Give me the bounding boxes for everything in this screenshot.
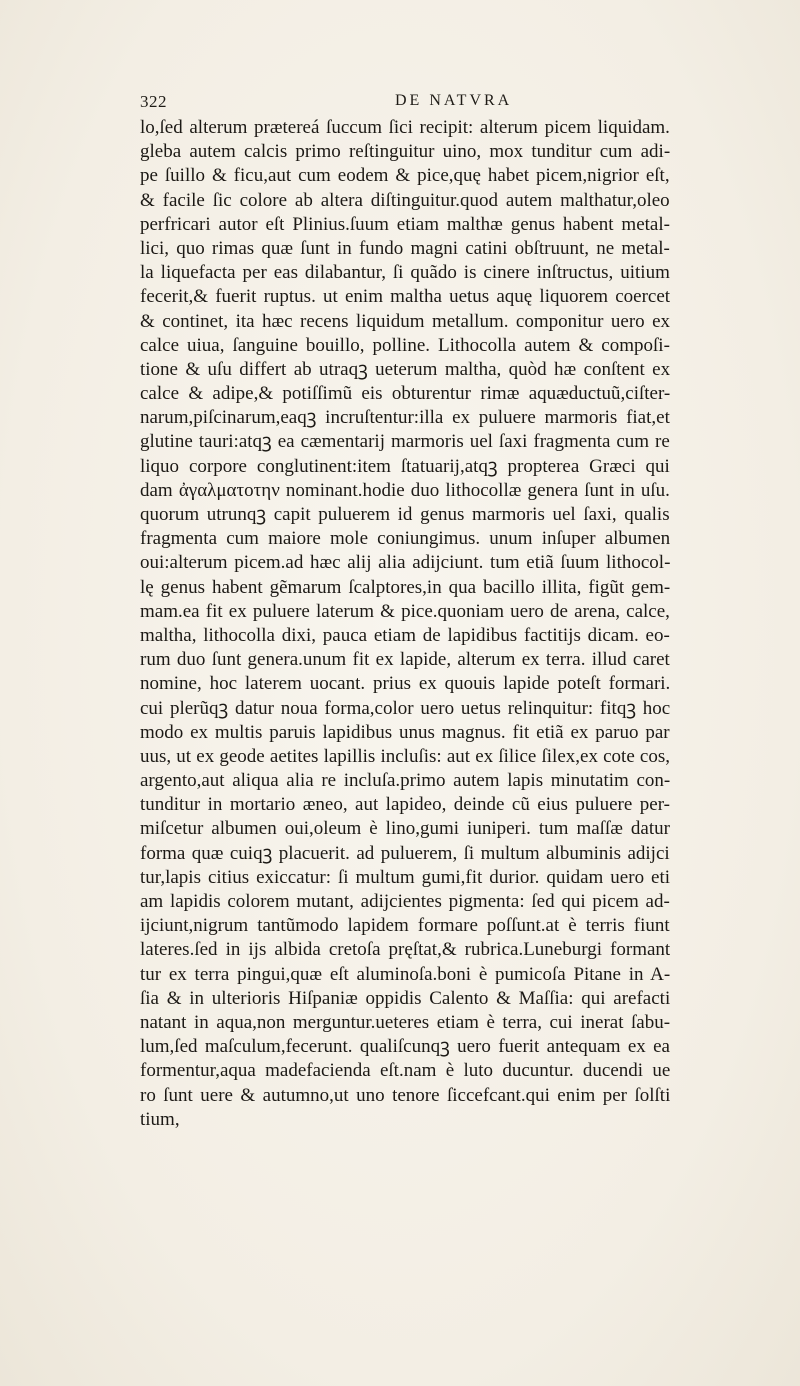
text-line: modo ex multis paruis lapidibus unus magnus. fit etiã ex paruo par bbox=[140, 721, 670, 743]
text-line: maltha, lithocolla dixi, pauca etiam de lapidibus factitijs dicam. eo- bbox=[140, 624, 670, 646]
catchword bbox=[140, 1132, 670, 1156]
text-line: & continet, ita hæc recens liquidum metallum. componitur uero ex bbox=[140, 310, 670, 332]
text-line: rum duo ſunt genera.unum fit ex lapide, alterum ex terra. illud caret bbox=[140, 649, 670, 671]
text-line: glutine tauri:atqꝫ ea cæmentarij marmoris uel ſaxi fragmenta cum re bbox=[140, 431, 670, 453]
text-line: lateres.ſed in ijs albida cretoſa pręſtat,& rubrica.Luneburgi formant bbox=[140, 939, 670, 961]
text-line: lici, quo rimas quæ ſunt in fundo magni catini obſtruunt, ne metal- bbox=[140, 237, 670, 259]
text-line: forma quæ cuiqꝫ placuerit. ad puluerem, ſi multum albuminis adijci bbox=[140, 842, 670, 864]
text-line: liquo corpore conglutinent:item ſtatuarij,atqꝫ propterea Græci qui bbox=[140, 455, 670, 477]
text-line: quorum utrunqꝫ capit puluerem id genus marmoris uel ſaxi, qualis bbox=[140, 504, 670, 525]
text-line: tunditur in mortario æneo, aut lapideo, deinde cũ eius puluere per- bbox=[140, 794, 670, 816]
text-line: miſcetur albumen oui,oleum è lino,gumi iuniperi. tum maſſæ datur bbox=[140, 818, 670, 840]
text-line: calce uiua, ſanguine bouillo, polline. Lithocolla autem & compoſi- bbox=[140, 334, 670, 356]
text-line: formentur,aqua madefacienda eſt.nam è luto ducuntur. ducendi ue bbox=[140, 1060, 670, 1082]
text-line: uus, ut ex geode aetites lapillis incluſis: aut ex ſilice ſilex,ex cote cos, bbox=[140, 745, 670, 767]
text-line: & facile ſic colore ab altera diſtinguitur.quod autem malthatur,oleo bbox=[140, 189, 670, 211]
text-line: tione & uſu differt ab utraqꝫ ueterum maltha, quòd hæ conſtent ex bbox=[140, 358, 670, 380]
text-line: la liquefacta per eas dilabantur, ſi quãdo is cinere inſtructus, uitium bbox=[140, 262, 670, 284]
text-line: fragmenta cum maiore mole coniungimus. unum inſuper albumen bbox=[140, 528, 670, 550]
text-line: nomine, hoc laterem uocant. prius ex quouis lapide poteſt formari. bbox=[140, 673, 670, 695]
text-line: oui:alterum picem.ad hæc alij alia adijciunt. tum etiã ſuum lithocol- bbox=[140, 552, 670, 574]
text-line: cui plerũqꝫ datur noua forma,color uero uetus relinquitur: fitqꝫ hoc bbox=[140, 697, 670, 719]
running-head: DE NATVRA bbox=[395, 92, 513, 109]
text-line: perfricari autor eſt Plinius.ſuum etiam malthæ genus habent metal- bbox=[140, 213, 670, 235]
text-line: lo,ſed alterum prætereá ſuccum ſici recipit: alterum picem liquidam. bbox=[140, 117, 670, 138]
text-line: lum,ſed maſculum,fecerunt. qualiſcunqꝫ uero fuerit antequam ex ea bbox=[140, 1036, 670, 1058]
text-line: tur ex terra pingui,quæ eſt aluminoſa.boni è pumicoſa Pitane in A- bbox=[140, 963, 670, 985]
text-line: ijciunt,nigrum tantũmodo lapidem formare poſſunt.at è terris fiunt bbox=[140, 915, 670, 937]
body-text bbox=[140, 116, 670, 1156]
page-header bbox=[140, 92, 670, 114]
text-line: tur,lapis citius exiccatur: ſi multum gumi,fit durior. quidam uero eti bbox=[140, 866, 670, 888]
text-line: pe ſuillo & ficu,aut cum eodem & pice,quę habet picem,nigrior eſt, bbox=[140, 165, 670, 187]
page-number: 322 bbox=[140, 92, 167, 111]
text-line: natant in aqua,non merguntur.ueteres etiam è terra, cui inerat ſabu- bbox=[140, 1011, 670, 1033]
text-line: ſia & in ulterioris Hiſpaniæ oppidis Calento & Maſſia: qui arefacti bbox=[140, 987, 670, 1009]
text-line: am lapidis colorem mutant, adijcientes pigmenta: ſed qui picem ad- bbox=[140, 891, 670, 912]
text-line: dam ἀγαλματοτην nominant.hodie duo lithocollæ genera ſunt in uſu. bbox=[140, 479, 670, 501]
text-line: fecerit,& fuerit ruptus. ut enim maltha uetus aquę liquorem coercet bbox=[140, 286, 670, 308]
text-line: gleba autem calcis primo reſtinguitur uino, mox tunditur cum adi- bbox=[140, 141, 670, 163]
text-line: argento,aut aliqua alia re incluſa.primo autem lapis minutatim con- bbox=[140, 770, 670, 792]
text-line: mam.ea fit ex puluere laterum & pice.quoniam uero de arena, calce, bbox=[140, 600, 670, 622]
text-line: calce & adipe,& potiſſimũ eis obturentur rimæ aquæductuũ,ciſter- bbox=[140, 383, 670, 405]
text-line: ro ſunt uere & autumno,ut uno tenore ſiccefcant.qui enim per ſolſti bbox=[140, 1084, 670, 1106]
text-line: lę genus habent gẽmarum ſcalptores,in qua bacillo illita, figũt gem- bbox=[140, 576, 670, 598]
text-line: tium, bbox=[140, 1108, 180, 1130]
text-line: narum,piſcinarum,eaqꝫ incruſtentur:illa ex puluere marmoris fiat,et bbox=[140, 407, 670, 429]
